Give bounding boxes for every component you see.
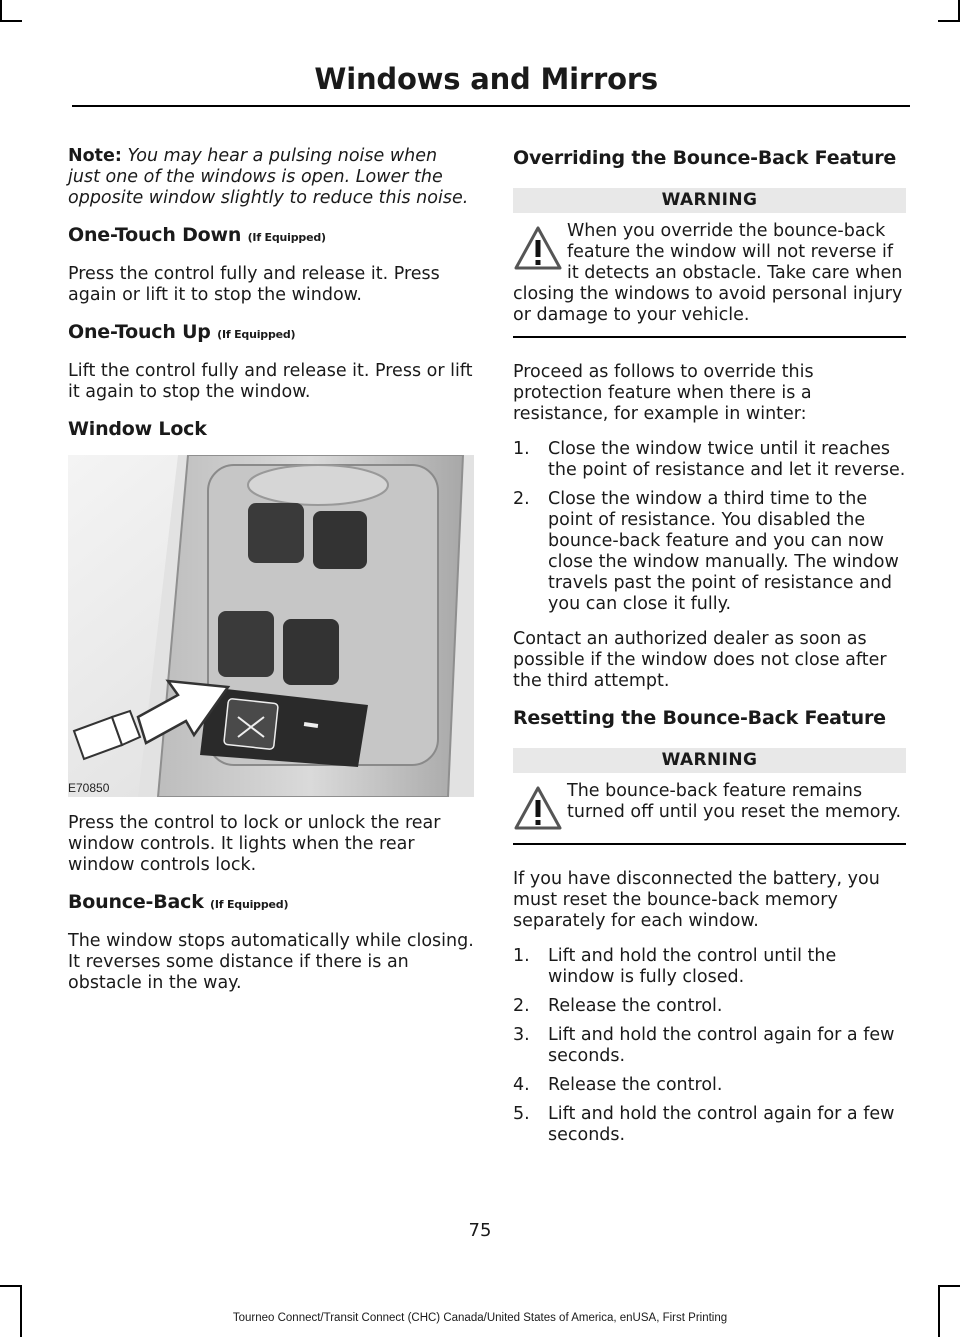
warning-triangle-icon	[513, 785, 563, 831]
list-item: 5. Lift and hold the control again for a few seconds.	[513, 1104, 895, 1145]
list-item: 2. Close the window a third time to the point of resistance. You disabled the bounce-back feature and you can now close the window manually. The window travels past the point of resistance and you can close it fully.	[513, 489, 899, 614]
override-steps	[513, 439, 906, 615]
warning-divider	[513, 843, 906, 845]
one-touch-up-text: Lift the control fully and release it. Press or lift it again to stop the window.	[68, 361, 473, 402]
crop-mark	[938, 1285, 940, 1337]
crop-mark	[0, 20, 22, 22]
heading-reset: Resetting the Bounce-Back Feature	[513, 707, 886, 729]
warning-text: The bounce-back feature remains turned off until you reset the memory.	[567, 781, 902, 822]
override-contact: Contact an authorized dealer as soon as possible if the window does not close after the third attempt.	[513, 629, 887, 691]
warning-body	[513, 781, 906, 833]
page-number: 75	[468, 1220, 492, 1241]
warning-triangle-icon	[513, 225, 563, 271]
figure-id: E70850	[68, 781, 110, 795]
window-lock-illustration	[68, 455, 474, 797]
warning-body	[513, 221, 906, 326]
reset-intro: If you have disconnected the battery, you must reset the bounce-back memory separately for each window.	[513, 869, 880, 931]
list-item: 2. Release the control.	[513, 996, 723, 1016]
crop-mark	[20, 1285, 22, 1337]
one-touch-down-text: Press the control fully and release it. Press again or lift it to stop the window.	[68, 264, 440, 305]
note-label: Note:	[68, 146, 122, 166]
door-switch-panel-drawing	[68, 455, 474, 797]
warning-divider	[513, 336, 906, 338]
header-divider	[72, 105, 910, 107]
crop-mark	[0, 1285, 22, 1287]
override-intro: Proceed as follows to override this protection feature when there is a resistance, for example in winter:	[513, 362, 814, 424]
heading-one-touch-up: One-Touch Up (If Equipped)	[68, 321, 296, 343]
list-item: 4. Release the control.	[513, 1075, 723, 1095]
crop-mark	[938, 1285, 960, 1287]
warning-text: When you override the bounce-back feature the window will not reverse if it detects an obstacle. Take care when closing the windows to avoid personal injury or damage to your vehicle.	[513, 221, 903, 325]
list-item: 1. Lift and hold the control until the window is fully closed.	[513, 946, 837, 987]
window-lock-text: Press the control to lock or unlock the rear window controls. It lights when the rear window controls lock.	[68, 813, 441, 875]
bounce-back-text: The window stops automatically while closing. It reverses some distance if there is an obstacle in the way.	[68, 931, 474, 993]
note-text: You may hear a pulsing noise when just one of the windows is open. Lower the opposite window slightly to reduce this noise.	[68, 146, 469, 208]
heading-bounce-back: Bounce-Back (If Equipped)	[68, 891, 289, 913]
heading-window-lock: Window Lock	[68, 418, 207, 440]
reset-steps	[513, 946, 906, 1146]
warning-header: WARNING	[513, 748, 906, 773]
right-column	[513, 146, 906, 1160]
page-title: Windows and Mirrors	[314, 62, 658, 96]
left-column	[68, 146, 474, 1008]
note-paragraph	[68, 146, 474, 209]
heading-override: Overriding the Bounce-Back Feature	[513, 147, 897, 169]
crop-mark	[0, 0, 2, 22]
list-item: 1. Close the window twice until it reaches the point of resistance and let it reverse.	[513, 439, 906, 480]
crop-mark	[938, 20, 960, 22]
list-item: 3. Lift and hold the control again for a few seconds.	[513, 1025, 895, 1066]
heading-one-touch-down: One-Touch Down (If Equipped)	[68, 224, 326, 246]
footer-text: Tourneo Connect/Transit Connect (CHC) Canada/United States of America, enUSA, First Printing	[232, 1312, 728, 1324]
warning-header: WARNING	[513, 188, 906, 213]
